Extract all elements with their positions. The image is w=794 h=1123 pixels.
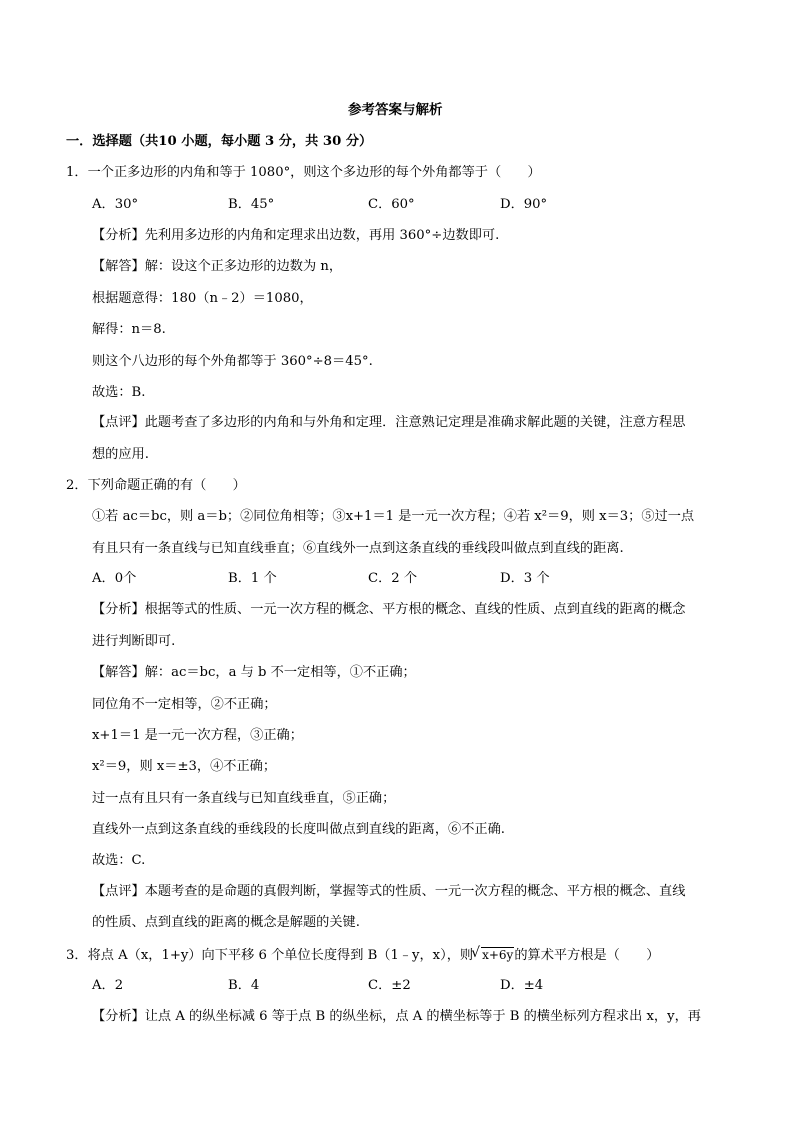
q1-option-a: A．30° [92,197,139,212]
q2-option-b: B．1 个 [228,571,277,586]
q2-comment-line-2: 的性质、点到直线的距离的概念是解题的关键. [92,915,360,930]
q2-analysis-line-1: 【分析】根据等式的性质、一元一次方程的概念、平方根的概念、直线的性质、点到直线的距离的概念 [92,602,686,617]
q3-option-c: C．±2 [368,978,411,993]
q2-option-c: C．2 个 [368,571,418,586]
q1-answer: 故选：B. [92,385,146,400]
q2-solution-line-4: x²＝9，则 x＝±3，④不正确； [92,759,277,774]
q3-option-a: A．2 [92,978,124,993]
q2-option-a: A．0个 [92,571,137,586]
q3-stem-part-2: 的算术平方根是（ ） [514,948,660,963]
q2-solution-line-2: 同位角不一定相等，②不正确； [92,697,277,712]
q2-solution-line-1: 【解答】解：ac＝bc，a 与 b 不一定相等，①不正确； [92,665,416,680]
q2-comment-line-1: 【点评】本题考查的是命题的真假判断，掌握等式的性质、一元一次方程的概念、平方根的概念、直线 [92,884,686,899]
q1-option-b: B．45° [228,197,275,212]
q2-conditions-line-2: 有且只有一条直线与已知直线垂直；⑥直线外一点到这条直线的垂线段叫做点到直线的距离. [92,541,624,556]
q3-option-d: D．±4 [500,978,544,993]
q1-stem: 1．一个正多边形的内角和等于 1080°，则这个多边形的每个外角都等于（ ） [66,165,541,180]
page-title: 参考答案与解析 [348,102,443,118]
q3-stem [66,946,659,965]
q2-conditions-line-1: ①若 ac＝bc，则 a＝b；②同位角相等；③x+1＝1 是一元一次方程；④若 x²＝9，则 x＝3；⑤过一点 [92,509,695,524]
q1-solution-line-2: 根据题意得：180（n﹣2）＝1080， [92,291,313,306]
radicand: x+6y [482,948,514,962]
q2-solution-line-5: 过一点有且只有一条直线与已知直线垂直，⑤正确； [92,791,396,806]
q1-analysis: 【分析】先利用多边形的内角和定理求出边数，再用 360°÷边数即可. [92,228,500,243]
q1-solution-line-1: 【解答】解：设这个正多边形的边数为 n， [92,259,343,274]
q3-analysis: 【分析】让点 A 的纵坐标减 6 等于点 B 的纵坐标，点 A 的横坐标等于 B 的横坐标列方程求出 x，y，再 [92,1009,701,1024]
q2-answer: 故选：C. [92,853,146,868]
q1-solution-line-4: 则这个八边形的每个外角都等于 360°÷8＝45°. [92,354,373,369]
q2-analysis-line-2: 进行判断即可. [92,634,176,649]
q1-option-d: D．90° [500,197,548,212]
q2-stem: 2．下列命题正确的有（ ） [66,478,246,493]
q2-solution-line-6: 直线外一点到这条直线的垂线段的长度叫做点到直线的距离，⑥不正确. [92,822,506,837]
q2-option-d: D．3 个 [500,571,550,586]
section-heading: 一．选择题（共10 小题，每小题 3 分，共 30 分） [66,134,373,149]
q1-comment-line-2: 想的应用. [92,447,149,462]
q1-solution-line-3: 解得：n＝8. [92,322,166,337]
q3-stem-part-1: 3．将点 A（x，1+y）向下平移 6 个单位长度得到 B（1﹣y，x），则 [66,948,474,963]
q2-solution-line-3: x+1＝1 是一元一次方程，③正确； [92,728,303,743]
square-root-expression [473,946,514,965]
q1-comment-line-1: 【点评】此题考查了多边形的内角和与外角和定理．注意熟记定理是准确求解此题的关键，注意方程思 [92,415,686,430]
q1-option-c: C．60° [368,197,415,212]
q3-option-b: B．4 [228,978,260,993]
